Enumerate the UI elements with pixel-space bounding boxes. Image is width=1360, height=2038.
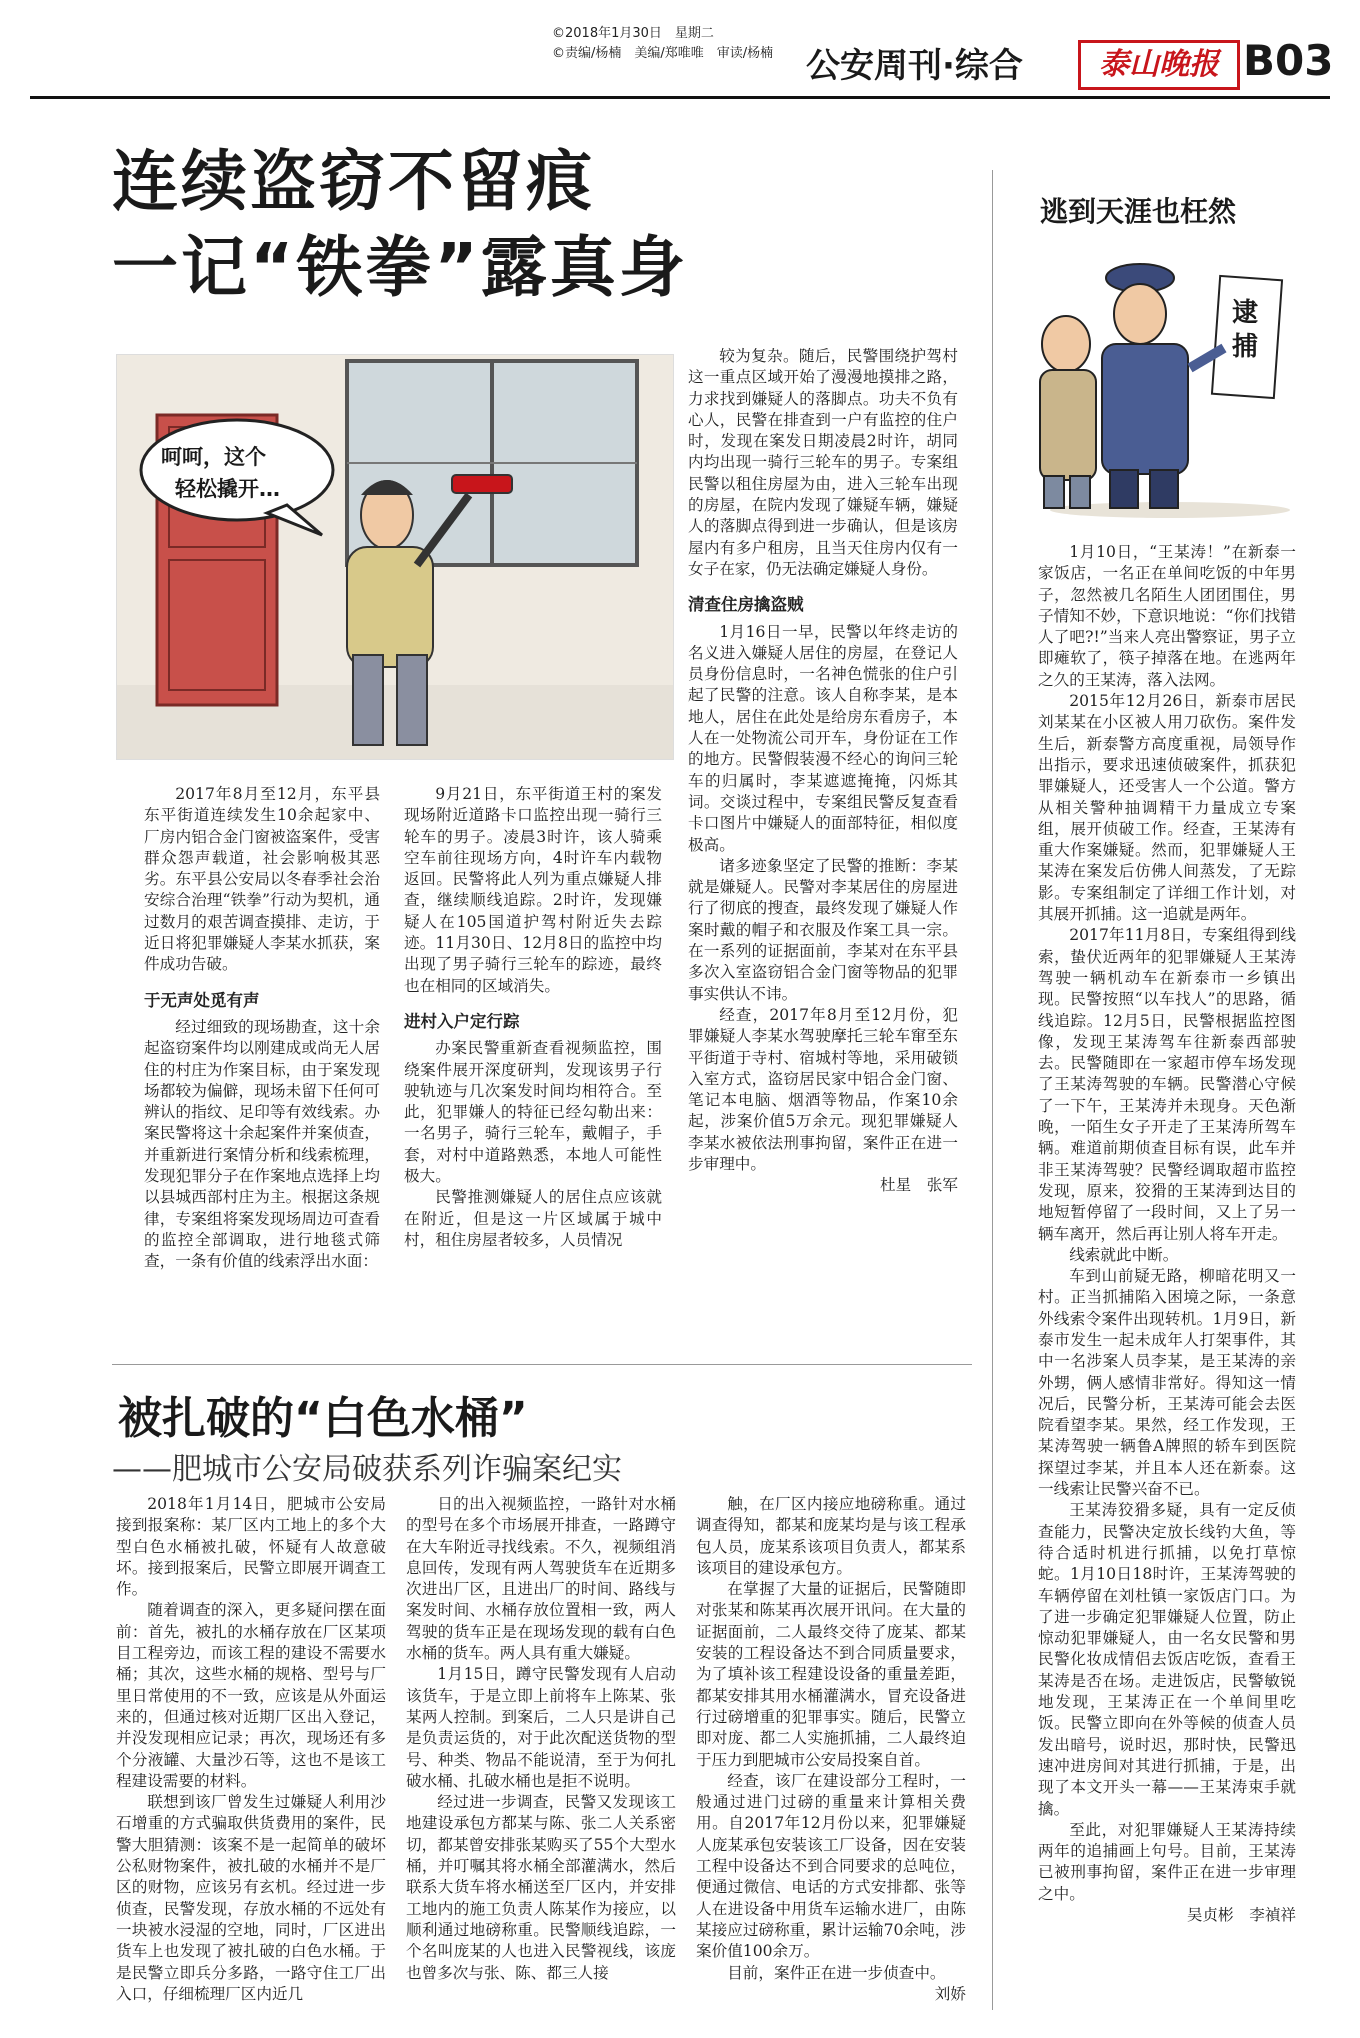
page-number: B03 [1243, 36, 1334, 85]
paragraph: 目前，案件正在进一步侦查中。 [727, 1963, 946, 1982]
speech-bubble-line2: 轻松撬开… [175, 477, 280, 501]
article2-column1 [116, 1494, 386, 2005]
paragraph: 民警推测嫌疑人的居住点应该就在附近，但是这一片区域属于城中村，租住房屋者较多，人员情况 [404, 1188, 662, 1249]
sidebar-body [1038, 542, 1296, 1926]
paragraph: 至此，对犯罪嫌疑人王某涛持续两年的追捕画上句号。目前，王某涛已被刑事拘留，案件正在进一步审理之中。 [1038, 1820, 1296, 1903]
article2-column3 [696, 1494, 966, 2005]
header-date [552, 24, 773, 64]
paragraph: 1月15日，蹲守民警发现有人启动该货车，于是立即上前将车上陈某、张某两人控制。到案后，二人只是讲自己是负责运货的，对于此次配送货物的型号、种类、物品不能说清，至于为何扎破水桶、扎破水桶也是拒不说明。 [406, 1665, 676, 1790]
paragraph: 2018年1月14日，肥城市公安局接到报案称：某厂区内工地上的多个大型白色水桶被扎破，怀疑有人故意破坏。接到报案后，民警立即展开调查工作。 [116, 1495, 386, 1599]
subheading: 于无声处觅有声 [144, 990, 260, 1010]
paragraph: 2017年11月8日，专案组得到线索，蛰伏近两年的犯罪嫌疑人王某涛驾驶一辆机动车在新泰市一乡镇出现。民警按照“以车找人”的思路，循线追踪。12月5日，民警根据监控图像，发现王某涛驾车往新泰西部驶去。民警随即在一家超市停车场发现了王某涛驾驶的车辆。民警潜心守候了一下午，王某涛并未现身。天色渐晚，一陌生女子开走了王某涛所驾车辆。难道前期侦查目标有误，此车并非王某涛驾驶？民警经调取超市监控发现，原来，狡猾的王某涛到达目的地短暂停留了一段时间，又上了另一辆车离开，然后再让别人将车开走。 [1038, 926, 1296, 1243]
paragraph: 经查，该厂在建设部分工程时，一般通过进门过磅的重量来计算相关费用。自2017年12月份以来，犯罪嫌疑人庞某承包安装该工厂设备，因在安装工程中设备达不到合同要求的总吨位，便通过微信、电话的方式安排都、张等人在进设备中用货车运输水进厂，由陈某接应过磅称重，累计运输70余吨，涉案价值100余万。 [696, 1771, 966, 1961]
article2-title: 被扎破的“白色水桶” [118, 1393, 528, 1444]
paragraph: 联想到该厂曾发生过嫌疑人利用沙石增重的方式骗取供货费用的案件，民警大胆猜测：该案不是一起简单的破坏公私财物案件，被扎破的水桶并不是厂区的财物，应该另有玄机。经过进一步侦查，民警发现，存放水桶的不远处有一块被水浸湿的空地，同时，厂区进出货车上也发现了被扎破的白色水桶。于是民警立即兵分多路，一路守住工厂出入口，仔细梳理厂区内近几 [116, 1793, 386, 2003]
subheading: 进村入户定行踪 [404, 1011, 520, 1031]
paragraph: 线索就此中断。 [1069, 1245, 1179, 1264]
sidebar-divider [992, 170, 993, 2010]
arrest-illustration [1020, 248, 1316, 520]
paragraph: 较为复杂。随后，民警围绕护驾村这一重点区域开始了漫漫地摸排之路，力求找到嫌疑人的落脚点。功夫不负有心人，民警在排查到一户有监控的住户时，发现在案发日期凌晨2时许，胡同内均出现一骑行三轮车的男子。专案组民警以租住房屋为由，进入三轮车出现的房屋，在院内发现了嫌疑车辆，嫌疑人的落脚点得到进一步确认，但是该房屋内有多户租房，且当天住房内仅有一女子在家，仍无法确定嫌疑人身份。 [688, 347, 958, 578]
article1-column1 [144, 784, 380, 1273]
paragraph: 经过进一步调查，民警又发现该工地建设承包方都某与陈、张二人关系密切，都某曾安排张某购买了55个大型水桶，并叮嘱其将水桶全部灌满水，然后联系大货车将水桶送至厂区内，并安排工地内的施工负责人陈某作为接应，以顺利通过地磅称重。民警顺线追踪，一个名叫庞某的人也进入民警视线，该庞也曾多次与张、陈、都三人接 [406, 1793, 676, 1982]
article2-subtitle: ——肥城市公安局破获系列诈骗案纪实 [112, 1452, 622, 1487]
paragraph: 触，在厂区内接应地磅称重。通过调查得知，都某和庞某均是与该工程承包人员，庞某系该项目负责人，都某系该项目的建设承包方。 [696, 1495, 966, 1577]
paragraph: 经查，2017年8月至12月份，犯罪嫌疑人李某水驾驶摩托三轮车窜至东平街道于寺村、宿城村等地，采用破锁入室方式，盗窃居民家中铝合金门窗、笔记本电脑、烟酒等物品，作案10余起，涉案价值5万余元。现犯罪嫌疑人李某水被依法刑事拘留，案件正在进一步审理中。 [688, 1005, 958, 1173]
subheading: 清查住房擒盗贼 [688, 595, 804, 615]
editors-line: ©责编/杨楠 美编/郑唯唯 审读/杨楠 [552, 46, 774, 61]
paragraph: 日的出入视频监控，一路针对水桶的型号在多个市场展开排查，一路蹲守在大车附近寻找线索。不久，视频组消息回传，发现有两人驾驶货车在近期多次进出厂区，且进出厂的时间、路线与案发时间、水桶存放位置相一致，两人驾驶的货车正是在现场发现的载有白色水桶的货车。两人具有重大嫌疑。 [406, 1495, 676, 1663]
paragraph: 随着调查的深入，更多疑问摆在面前：首先，被扎的水桶存放在厂区某项目工程旁边，而该工程的建设不需要水桶；其次，这些水桶的规格、型号与厂里日常使用的不一致，应该是从外面运来的，但通过核对近期厂区出入登记，并没发现相应记录；再次，现场还有多个分液罐、大量沙石等，这也不是该工程建设需要的材料。 [116, 1601, 386, 1790]
arrest-drawing [1020, 248, 1316, 520]
article1-column3 [688, 346, 958, 1197]
paragraph: 办案民警重新查看视频监控，围绕案件展开深度研判，发现该男子行驶轨迹与几次案发时间均相符合。至此，犯罪嫌人的特征已经勾勒出来：一名男子，骑行三轮车，戴帽子，手套，对村中道路熟悉，本地人可能性极大。 [404, 1039, 662, 1186]
article1-title-line1: 连续盗窃不留痕 [112, 143, 595, 220]
header-rule [30, 96, 1330, 99]
article2-column2 [406, 1494, 676, 1984]
paragraph: 1月10日，“王某涛！”在新泰一家饭店，一名正在单间吃饭的中年男子，忽然被几名陌生人团团围住，男子情知不妙，下意识地说：“你们找错人了吧?!”当来人亮出警察证，男子立即瘫软了，筷子掉落在地。在逃两年之久的王某涛，落入法网。 [1038, 543, 1296, 689]
paragraph: 诸多迹象坚定了民警的推断：李某就是嫌疑人。民警对李某居住的房屋进行了彻底的搜查，最终发现了嫌疑人作案时戴的帽子和衣服及作案工具一宗。在一系列的证据面前，李某对在东平县多次入室盗窃铝合金门窗等物品的犯罪事实供认不讳。 [688, 856, 958, 1003]
section-title: 公安周刊·综合 [806, 46, 1023, 86]
paragraph: 经过细致的现场勘查，这十余起盗窃案件均以刚建成或尚无人居住的村庄为作案目标，由于案发现场都较为偏僻，现场未留下任何可辨认的指纹、足印等有效线索。办案民警将这十余起案件并案侦查，并重新进行案情分析和线索梳理，发现犯罪分子在作案地点选择上均以县城西部村庄为主。根据这条规律，专案组将案发现场周边可查看的监控全部调取，进行地毯式筛查，一条有价值的线索浮出水面： [144, 1017, 380, 1271]
byline: 吴贞彬 李禎祥 [1186, 1906, 1296, 1924]
newspaper-logo: 泰山晚报 [1078, 40, 1240, 90]
paragraph: 2015年12月26日，新泰市居民刘某某在小区被人用刀砍伤。案件发生后，新泰警方高度重视，局领导作出指示，要求迅速侦破案件，抓获犯罪嫌疑人，还受害人一个公道。警方从相关警种抽调精干力量成立专案组，展开侦破工作。经查，王某涛有重大作案嫌疑。然而，犯罪嫌疑人王某涛在案发后仿佛人间蒸发，了无踪影。专案组制定了详细工作计划，对其展开抓捕。这一追就是两年。 [1038, 692, 1296, 924]
paragraph: 在掌握了大量的证据后，民警随即对张某和陈某再次展开讯问。在大量的证据面前，二人最终交待了庞某、都某安装的工程设备达不到合同质量要求，为了填补该工程建设设备的重量差距，都某安排其用水桶灌满水，冒充设备进行过磅增重的犯罪事实。随后，民警立即对庞、都二人实施抓捕，二人最终迫于压力到肥城市公安局投案自首。 [696, 1580, 966, 1769]
article-divider [112, 1364, 972, 1365]
burglar-drawing [117, 355, 673, 759]
paragraph: 1月16日一早，民警以年终走访的名义进入嫌疑人居住的房屋，在登记人员身份信息时，一名神色慌张的住户引起了民警的注意。该人自称李某，是本地人，居住在此处是给房东看房子，本人在一处物流公司开车，身份证在工作的地方。民警假装漫不经心的询问三轮车的归属时，李某遮遮掩掩，闪烁其词。交谈过程中，专案组民警反复查看卡口图片中嫌疑人的面部特征，相似度极高。 [688, 622, 958, 854]
article1-column2 [404, 784, 662, 1251]
byline: 刘娇 [934, 1984, 966, 2003]
date-line: ©2018年1月30日 星期二 [552, 26, 714, 41]
article1-title-line2: 一记“铁拳”露真身 [112, 229, 688, 306]
paragraph: 9月21日，东平街道王村的案发现场附近道路卡口监控出现一骑行三轮车的男子。凌晨3时许，该人骑乘空车前往现场方向，4时许车内载物返回。民警将此人列为重点嫌疑人排查，继续顺线追踪。2时许，发现嫌疑人在105国道护驾村附近失去踪迹。11月30日、12月8日的监控中均出现了男子骑行三轮车的踪迹，最终也在相同的区域消失。 [404, 785, 662, 995]
burglar-illustration [116, 354, 674, 760]
paragraph: 车到山前疑无路，柳暗花明又一村。正当抓捕陷入困境之际，一条意外线索令案件出现转机。1月9日，新泰市发生一起未成年人打架事件，其中一名涉案人员李某，是王某涛的亲外甥，俩人感情非常好。得知这一情况后，民警分析，王某涛可能会去医院看望李某。果然，经工作发现，王某涛驾驶一辆鲁A牌照的轿车到医院探望过李某，并且本人还在新泰。这一线索让民警兴奋不已。 [1038, 1267, 1296, 1499]
paragraph: 王某涛狡猾多疑，具有一定反侦查能力，民警决定放长线钓大鱼，等待合适时机进行抓捕，以免打草惊蛇。1月10日18时许，王某涛驾驶的车辆停留在刘杜镇一家饭店门口。为了进一步确定犯罪嫌疑人位置，防止惊动犯罪嫌疑人，由一名女民警和男民警化妆成情侣去饭店吃饭，查看王某涛是否在场。走进饭店，民警敏锐地发现，王某涛正在一个单间里吃饭。民警立即向在外等候的侦查人员发出暗号，说时迟，那时快，民警迅速冲进房间对其进行抓捕，于是，出现了本文开头一幕——王某涛束手就擒。 [1038, 1501, 1296, 1818]
byline: 杜星 张军 [880, 1176, 958, 1195]
speech-bubble-line1: 呵呵，这个 [161, 445, 266, 469]
sidebar-title: 逃到天涯也枉然 [1040, 195, 1237, 228]
arrest-warrant-text: 逮捕 [1232, 298, 1259, 362]
paragraph: 2017年8月至12月，东平县东平街道连续发生10余起家中、厂房内铝合金门窗被盗案件，受害群众怨声载道，社会影响极其恶劣。东平县公安局以冬春季社会治安综合治理“铁拳”行动为契机，通过数月的艰苦调查摸排、走访，于近日将犯罪嫌疑人李某水抓获，案件成功告破。 [144, 785, 380, 974]
